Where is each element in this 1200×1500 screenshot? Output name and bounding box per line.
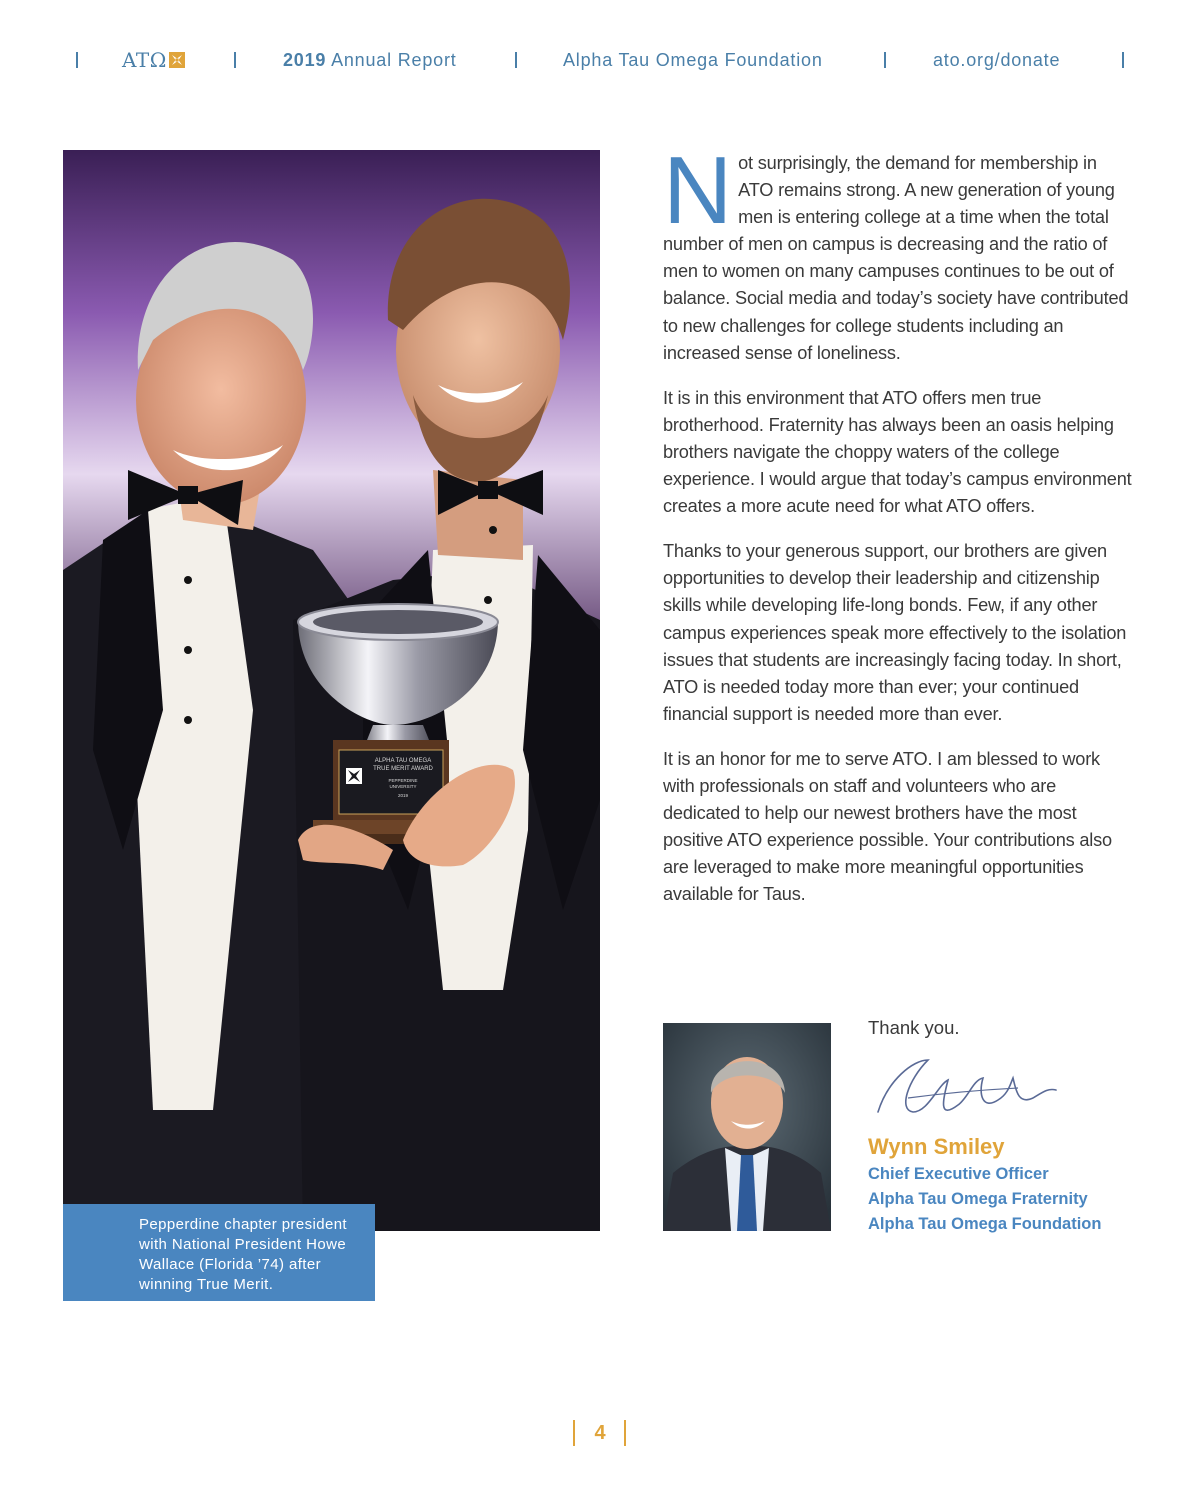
- header-divider: [76, 52, 78, 68]
- paragraph-1: [663, 137, 1133, 367]
- report-label: Annual Report: [331, 50, 457, 70]
- report-year: 2019: [283, 50, 327, 70]
- plaque-line-5: 2019: [397, 793, 409, 798]
- header-divider: [234, 52, 236, 68]
- letter-body: [663, 137, 1133, 926]
- plaque-line-2: TRUE MERIT AWARD: [373, 766, 433, 772]
- paragraph-4: It is an honor for me to serve ATO. I am blessed to work with professionals on staff and volunteers who are dedicated to help our newest brothers have the most positive ATO experience possible. Your contributions also are leveraged to make more meaningful opportunities available for Taus.: [663, 748, 1112, 905]
- paragraph-2: It is in this environment that ATO offers men true brotherhood. Fraternity has always been an oasis helping brothers navigate the choppy waters of the college experience. I would argue that today’s campus environment creates a more acute need for what ATO offers.: [663, 387, 1132, 517]
- header-divider: [1122, 52, 1124, 68]
- plaque-line-1: ALPHA TAU OMEGA: [374, 758, 432, 764]
- page-header: [0, 44, 1200, 84]
- signer-org-foundation: Alpha Tau Omega Foundation: [868, 1215, 1102, 1233]
- award-photo-illustration: [63, 150, 600, 1231]
- maltese-cross-icon: [169, 52, 185, 68]
- donate-link[interactable]: ato.org/donate: [933, 50, 1061, 70]
- signature-graphic: [868, 1050, 1068, 1130]
- header-divider: [884, 52, 886, 68]
- ceo-headshot-illustration: [663, 1023, 831, 1231]
- page-number-block: [570, 1418, 630, 1448]
- signer-name: Wynn Smiley: [868, 1134, 1005, 1159]
- thank-you: Thank you.: [868, 1017, 960, 1038]
- foundation-name: Alpha Tau Omega Foundation: [563, 50, 823, 70]
- signer-title: Chief Executive Officer: [868, 1165, 1049, 1183]
- report-title: [283, 50, 457, 71]
- drop-cap: N: [663, 137, 733, 244]
- ato-logo: [122, 48, 185, 72]
- page-number-divider: [624, 1420, 626, 1446]
- page-number: 4: [594, 1422, 606, 1444]
- plaque-line-4: UNIVERSITY: [389, 784, 417, 789]
- signer-org-fraternity: Alpha Tau Omega Fraternity: [868, 1190, 1088, 1208]
- header-divider: [515, 52, 517, 68]
- paragraph-3: Thanks to your generous support, our brothers are given opportunities to develop their leadership and citizenship skills while developing life-long bonds. Few, if any other campus experiences speak more effectively to the isolation issues that students are increasingly facing today. In short, ATO is needed today more than ever; your continued financial support is needed more than ever.: [663, 541, 1127, 724]
- photo-caption: Pepperdine chapter president with National President Howe Wallace (Florida ’74) after winning True Merit.: [63, 1204, 375, 1301]
- logo-text: ATΩ: [122, 48, 167, 72]
- paragraph-1-text: ot surprisingly, the demand for membership in ATO remains strong. A new generation of young men is entering college at a time when the total number of men on campus is decreasing and the ratio of men to women on many campuses continues to be out of balance. Social media and today’s society have contributed to new challenges for college students including an increased sense of loneliness.: [663, 153, 1129, 363]
- plaque-line-3: PEPPERDINE: [388, 778, 418, 783]
- award-photo: [63, 150, 600, 1293]
- ceo-headshot: [663, 1023, 831, 1231]
